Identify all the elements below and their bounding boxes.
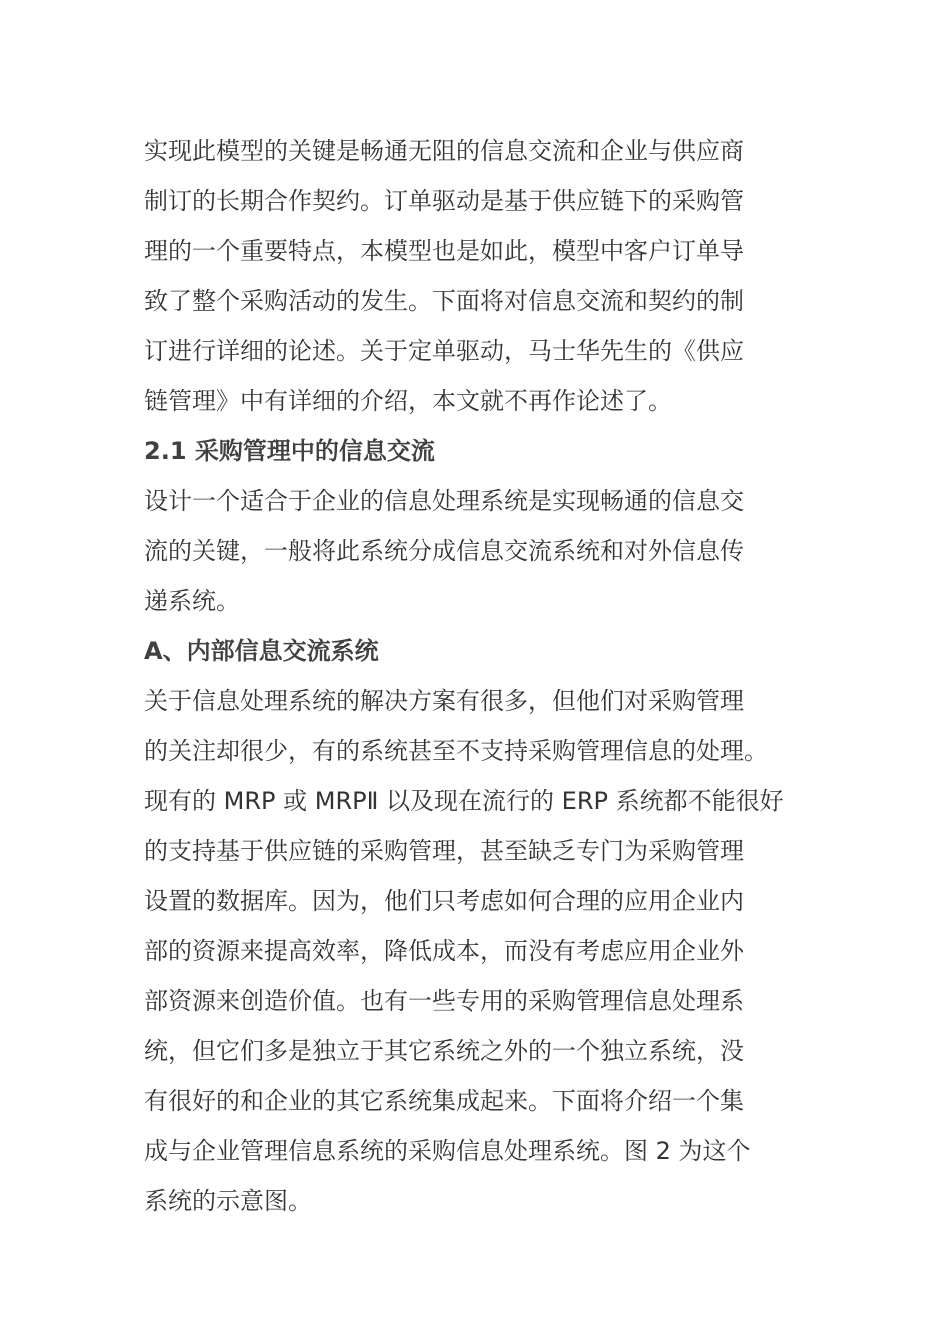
paragraph-line: 链管理》中有详细的介绍，本文就不再作论述了。 — [144, 387, 672, 415]
paragraph-line: 设置的数据库。因为，他们只考虑如何合理的应用企业内 — [144, 887, 744, 915]
paragraph-3 — [144, 676, 824, 1226]
paragraph-line: 的支持基于供应链的采购管理，甚至缺乏专门为采购管理 — [144, 837, 744, 865]
paragraph-line: 有很好的和企业的其它系统集成起来。下面将介绍一个集 — [144, 1087, 744, 1115]
paragraph-2 — [144, 476, 824, 626]
paragraph-line: 流的关键，一般将此系统分成信息交流系统和对外信息传 — [144, 537, 744, 565]
paragraph-line: 理的一个重要特点，本模型也是如此，模型中客户订单导 — [144, 237, 744, 265]
paragraph-line: 部的资源来提高效率，降低成本，而没有考虑应用企业外 — [144, 937, 744, 965]
paragraph-line: 订进行详细的论述。关于定单驱动，马士华先生的《供应 — [144, 337, 744, 365]
paragraph-line: 现有的 MRP 或 MRPⅡ 以及现在流行的 ERP 系统都不能很好 — [144, 787, 784, 815]
paragraph-line: 设计一个适合于企业的信息处理系统是实现畅通的信息交 — [144, 487, 744, 515]
paragraph-line: 实现此模型的关键是畅通无阻的信息交流和企业与供应商 — [144, 137, 744, 165]
paragraph-line: 的关注却很少，有的系统甚至不支持采购管理信息的处理。 — [144, 737, 768, 765]
paragraph-line: 致了整个采购活动的发生。下面将对信息交流和契约的制 — [144, 287, 744, 315]
paragraph-line: 制订的长期合作契约。订单驱动是基于供应链下的采购管 — [144, 187, 744, 215]
paragraph-1 — [144, 126, 824, 426]
paragraph-line: 系统的示意图。 — [144, 1187, 312, 1215]
paragraph-line: 递系统。 — [144, 587, 240, 615]
paragraph-line: 关于信息处理系统的解决方案有很多，但他们对采购管理 — [144, 687, 744, 715]
section-heading-2-1: 2.1 采购管理中的信息交流 — [144, 437, 435, 465]
document-body — [144, 126, 824, 1226]
paragraph-line: 部资源来创造价值。也有一些专用的采购管理信息处理系 — [144, 987, 744, 1015]
paragraph-line: 成与企业管理信息系统的采购信息处理系统。图 2 为这个 — [144, 1137, 751, 1165]
paragraph-line: 统，但它们多是独立于其它系统之外的一个独立系统，没 — [144, 1037, 744, 1065]
subsection-heading-a: A、内部信息交流系统 — [144, 637, 379, 665]
